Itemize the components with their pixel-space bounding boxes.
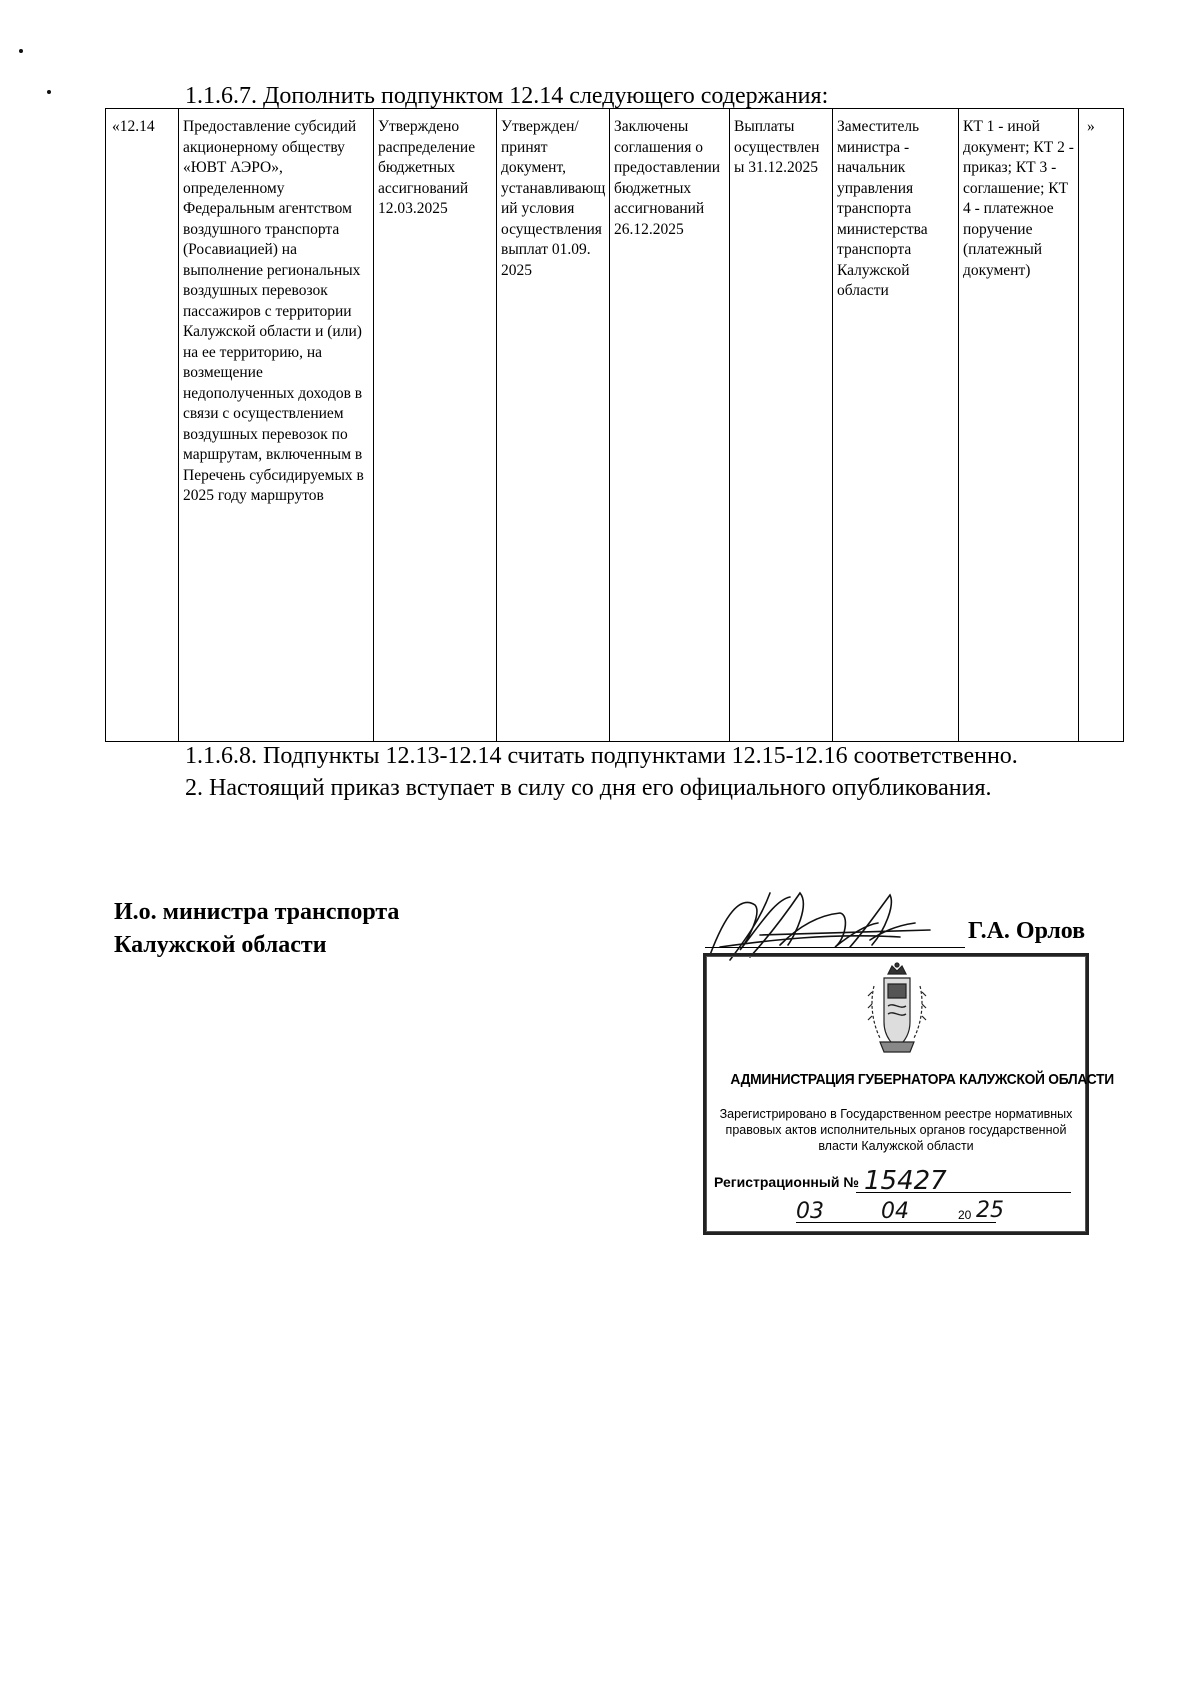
stamp-date-day: 03 bbox=[796, 1199, 824, 1224]
scan-mark bbox=[47, 90, 51, 94]
table-row bbox=[106, 109, 1124, 742]
signer-name: Г.А. Орлов bbox=[968, 918, 1086, 944]
cell-documents: КТ 1 - иной документ; КТ 2 - приказ; КТ 3 - соглашение; КТ 4 - платежное поручение (платежный документ) bbox=[959, 109, 1079, 742]
stamp-reg-number-label: Регистрационный № bbox=[714, 1174, 859, 1190]
signer-title bbox=[114, 896, 399, 962]
scan-mark bbox=[19, 49, 23, 53]
stamp-reg-number: 15427 bbox=[864, 1166, 947, 1196]
stamp-heading: АДМИНИСТРАЦИЯ ГУБЕРНАТОРА КАЛУЖСКОЙ ОБЛАСТИ bbox=[730, 1071, 1114, 1088]
stamp-registered-text: Зарегистрировано в Государственном реестре нормативных правовых актов исполнительных органов государственной власти Калужской области bbox=[719, 1107, 1073, 1153]
signature-line bbox=[705, 947, 965, 948]
intro-paragraph: 1.1.6.7. Дополнить подпунктом 12.14 следующего содержания: bbox=[185, 83, 829, 109]
paragraph-2: 2. Настоящий приказ вступает в силу со дня его официального опубликования. bbox=[185, 775, 992, 801]
signer-title-line-2: Калужской области bbox=[114, 932, 327, 958]
cell-control-point-3: Заключены соглашения о предоставлении бюджетных ассигнований 26.12.2025 bbox=[610, 109, 730, 742]
cell-responsible: Заместитель министра - начальник управления транспорта министерства транспорта Калужской области bbox=[833, 109, 959, 742]
stamp-date-month: 04 bbox=[881, 1199, 909, 1224]
cell-control-point-4: Выплаты осуществлены 31.12.2025 bbox=[730, 109, 833, 742]
stamp-date-year-prefix: 20 bbox=[958, 1208, 972, 1222]
paragraph-1-1-6-8: 1.1.6.8. Подпункты 12.13-12.14 считать подпунктами 12.15-12.16 соответственно. bbox=[185, 743, 1018, 769]
cell-control-point-1: Утверждено распределение бюджетных ассигнований 12.03.2025 bbox=[374, 109, 497, 742]
cell-control-point-2: Утвержден/принят документ, устанавливающий условия осуществления выплат 01.09. 2025 bbox=[497, 109, 610, 742]
cell-item-number: «12.14 bbox=[106, 109, 179, 742]
cell-closing-quote: » bbox=[1079, 109, 1124, 742]
measures-table bbox=[105, 108, 1124, 742]
registration-stamp bbox=[703, 953, 1114, 1235]
coat-of-arms-emblem bbox=[866, 962, 928, 1056]
cell-description: Предоставление субсидий акционерному обществу «ЮВТ АЭРО», определенному Федеральным агентством воздушного транспорта (Росавиацией) на выполнение региональных воздушных перевозок пассажиров с территории Калужской области и (или) на ее территорию, на возмещение недополученных доходов в связи с осуществлением воздушных перевозок по маршрутам, включенным в Перечень субсидируемых в 2025 году маршрутов bbox=[179, 109, 374, 742]
stamp-date-year: 25 bbox=[976, 1198, 1004, 1223]
signer-title-line-1: И.о. министра транспорта bbox=[114, 899, 400, 925]
